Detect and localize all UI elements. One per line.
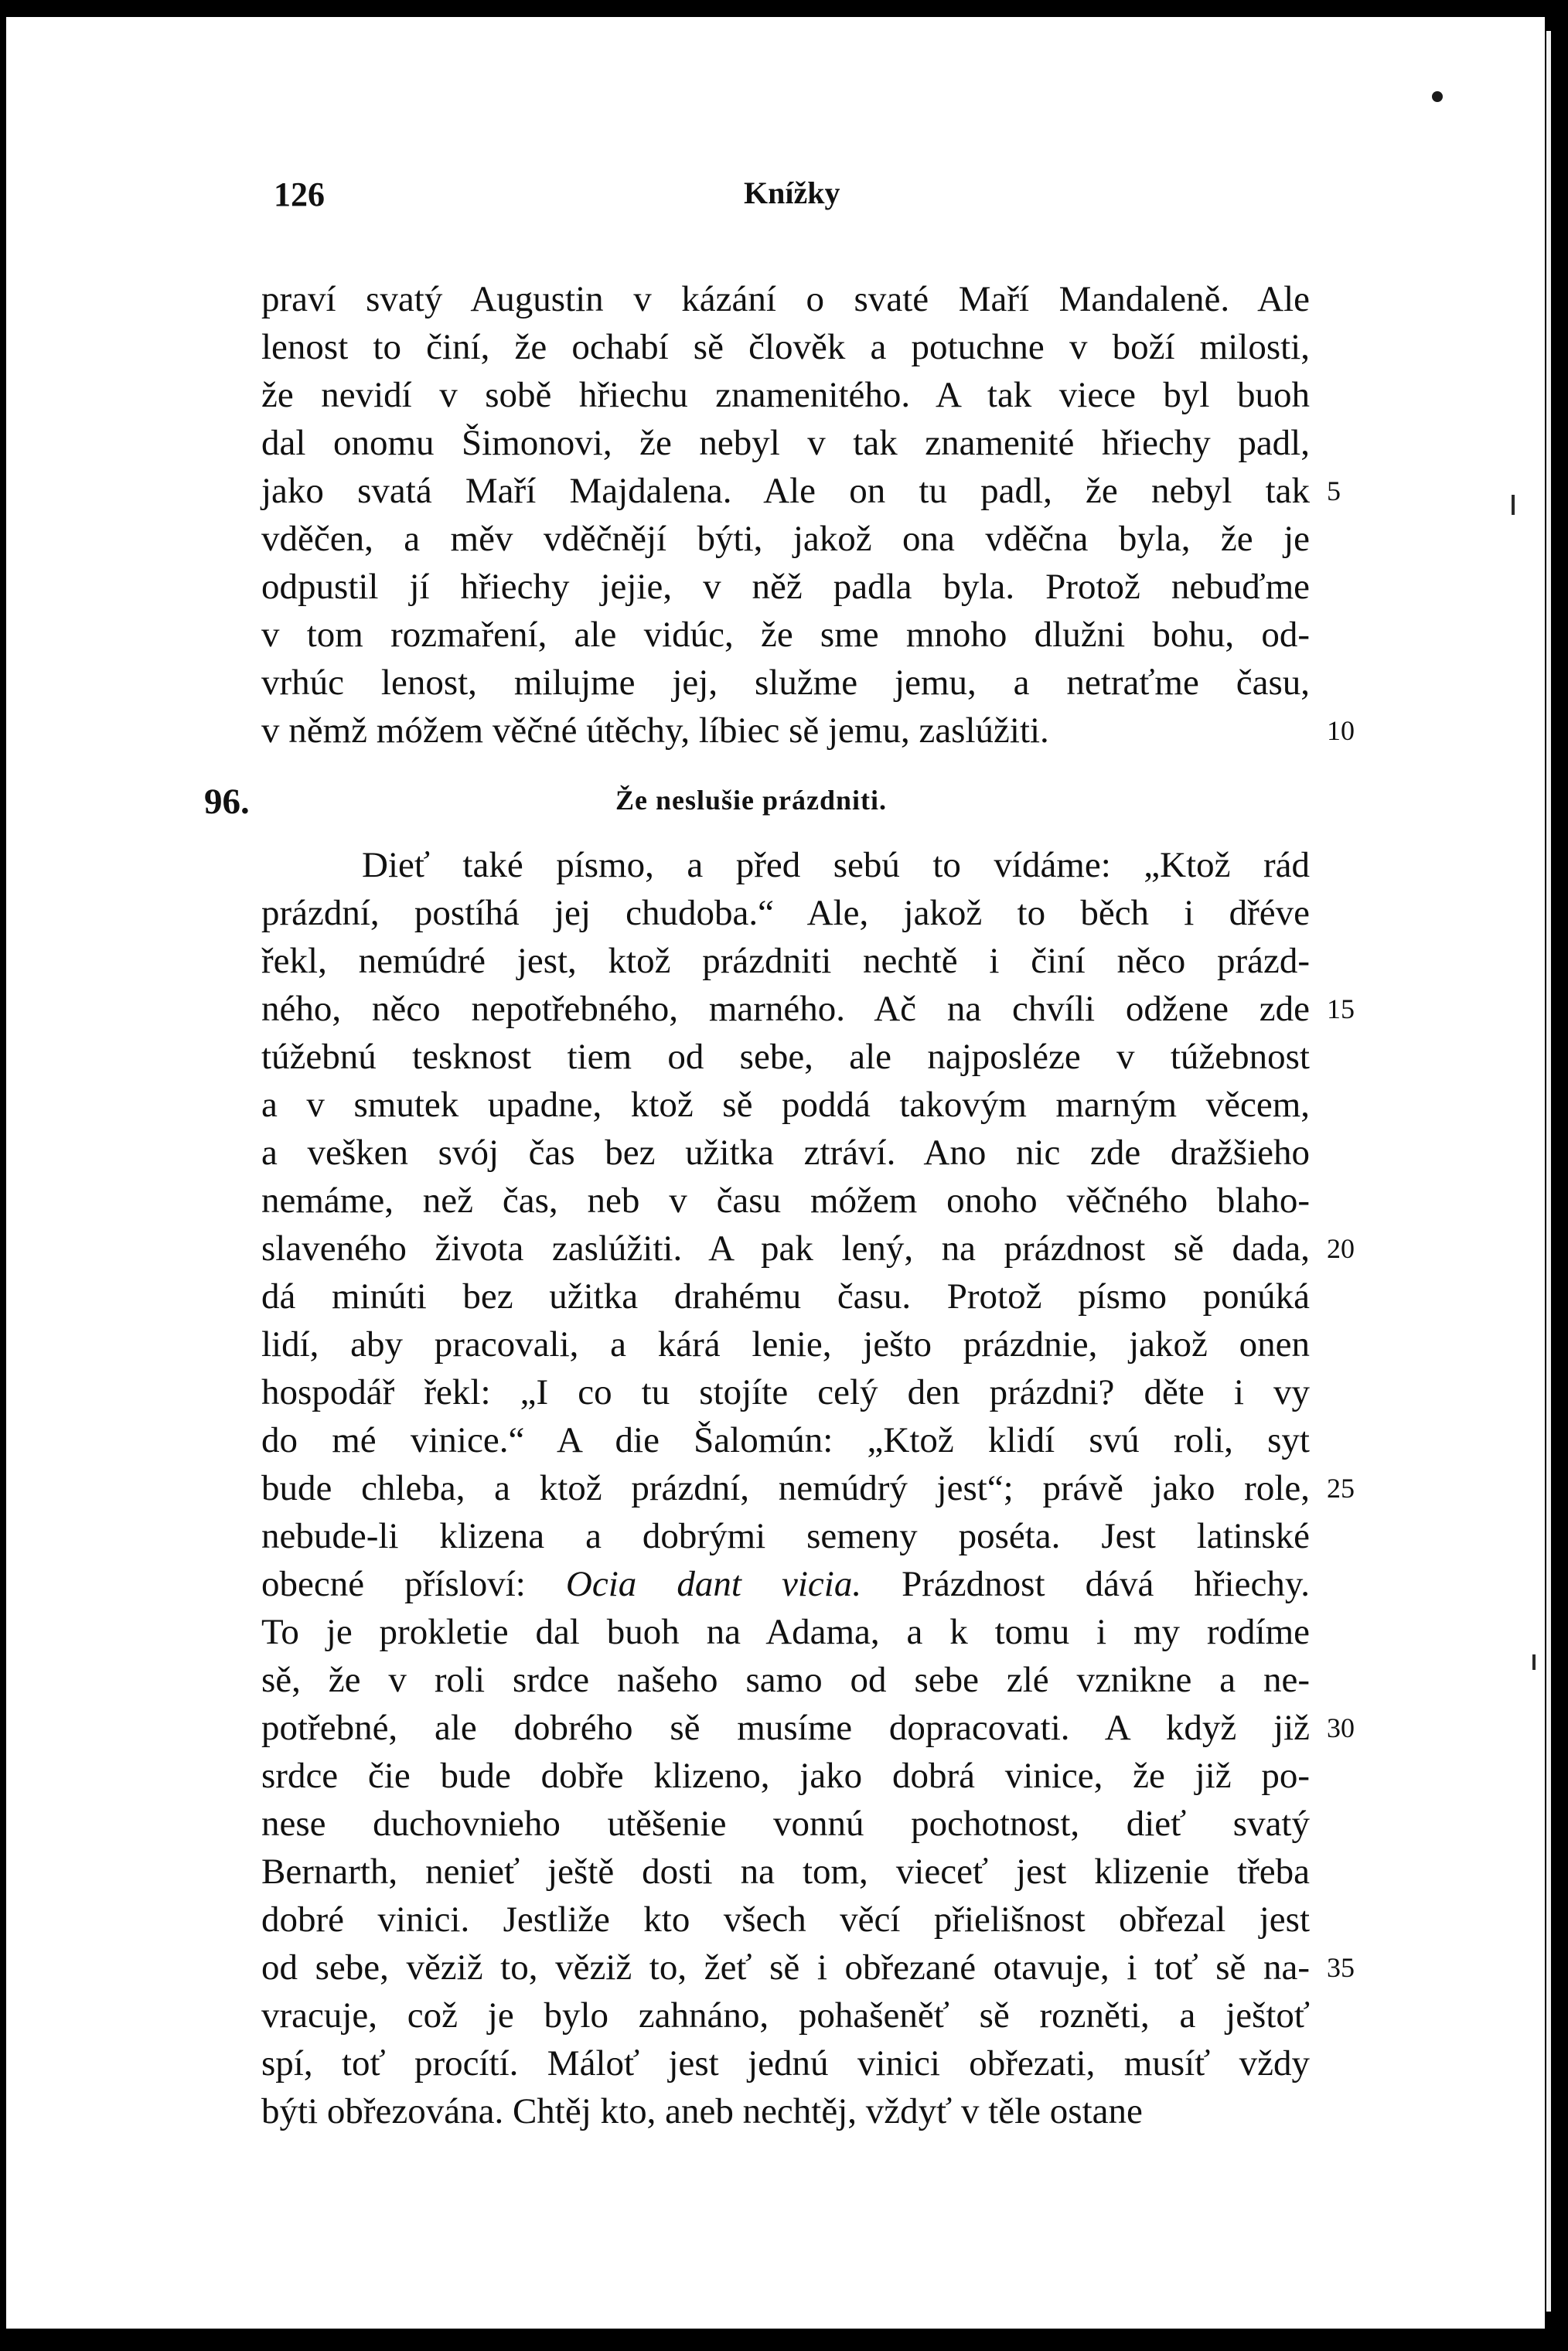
text-line: Dieť také písmo, a před sebú to vídáme: „Ktož rád [362, 845, 1310, 885]
line-number: 5 [1327, 475, 1341, 506]
section-title: Že neslušie prázdniti. [615, 785, 888, 816]
text-line: od sebe, věziž to, věziž to, žeť sě i obřezané otavuje, i toť sě na- [261, 1947, 1310, 1988]
text-line: a vešken svój čas bez užitka ztráví. Ano nic zde dražšieho [261, 1133, 1310, 1173]
text-line: Bernarth, nenieť ještě dosti na tom, vieceť jest klizenie třeba [261, 1852, 1310, 1892]
scan-dot [1432, 91, 1443, 102]
text-line: dal onomu Šimonovi, že nebyl v tak znamenité hřiechy padl, [261, 423, 1310, 463]
text-line: nemáme, než čas, neb v času móžem onoho věčného blaho- [261, 1181, 1310, 1221]
line-number: 10 [1327, 715, 1355, 746]
text-line: prázdní, postíhá jej chudoba.“ Ale, jakož to běch i dřéve [261, 893, 1310, 933]
line-number: 20 [1327, 1233, 1355, 1264]
text-line: do mé vinice.“ A die Šalomún: „Ktož klidí svú roli, syt [261, 1420, 1310, 1460]
text-line: nebude-li klizena a dobrými semeny poséta. Jest latinské [261, 1516, 1310, 1556]
text-line: vrhúc lenost, milujme jej, služme jemu, a netraťme času, [261, 663, 1310, 703]
text-line: vracuje, což je bylo zahnáno, pohašeněť sě rozněti, a ještoť [261, 1995, 1310, 2036]
text-line: túžebnú tesknost tiem od sebe, ale najposléze v túžebnost [261, 1037, 1310, 1077]
text-line: lenost to činí, že ochabí sě člověk a potuchne v boží milosti, [261, 327, 1310, 367]
text-line: že nevidí v sobě hřiechu znamenitého. A tak viece byl buoh [261, 375, 1310, 415]
text-line: býti obřezována. Chtěj kto, aneb nechtěj, vždyť v těle ostane [261, 2091, 1143, 2131]
line-number: 35 [1327, 1952, 1355, 1983]
text-line: sě, že v roli srdce našeho samo od sebe zlé vznikne a ne- [261, 1660, 1310, 1700]
text-segment: obecné přísloví: [261, 1564, 526, 1604]
text-line: vděčen, a měv vděčnějí býti, jakož ona vděčna byla, že je [261, 519, 1310, 559]
text-segment: Prázdnost dává hřiechy. [902, 1564, 1311, 1604]
text-line: srdce čie bude dobře klizeno, jako dobrá vinice, že již po- [261, 1756, 1310, 1796]
text-line: bude chleba, a ktož prázdní, nemúdrý jest“; právě jako role, [261, 1468, 1310, 1508]
latin-quote: Ocia dant vicia. [565, 1564, 862, 1604]
section-number: 96. [204, 782, 250, 822]
text-line: potřebné, ale dobrého sě musíme dopracovati. A když již [261, 1708, 1310, 1748]
text-line: praví svatý Augustin v kázání o svaté Maří Mandaleně. Ale [261, 279, 1310, 319]
text-line: odpustil jí hřiechy jejie, v něž padla byla. Protož nebuďme [261, 567, 1310, 607]
text-line: lidí, aby pracovali, a kárá lenie, ješto prázdnie, jakož onen [261, 1324, 1310, 1365]
text-line: To je prokletie dal buoh na Adama, a k tomu i my rodíme [261, 1612, 1310, 1652]
text-line: jako svatá Maří Majdalena. Ale on tu padl, že nebyl tak [261, 471, 1310, 511]
text-line: v tom rozmaření, ale vidúc, že sme mnoho dlužni bohu, od- [261, 615, 1310, 655]
text-line: dobré vinici. Jestliže kto všech věcí přielišnost obřezal jest [261, 1900, 1310, 1940]
text-line: v němž móžem věčné útěchy, líbiec sě jemu, zaslúžiti. [261, 710, 1049, 751]
page-edge [1546, 31, 1551, 2312]
scan-tick [1532, 1654, 1536, 1670]
text-line: spí, toť procítí. Máloť jest jednú vinici obřezati, musíť vždy [261, 2043, 1310, 2084]
line-number: 25 [1327, 1473, 1355, 1504]
text-line: dá minúti bez užitka drahému času. Protož písmo ponúká [261, 1276, 1310, 1317]
text-line: nese duchovnieho utěšenie vonnú pochotnost, dieť svatý [261, 1804, 1310, 1844]
text-line: a v smutek upadne, ktož sě poddá takovým marným věcem, [261, 1085, 1310, 1125]
line-number: 30 [1327, 1712, 1355, 1743]
running-title: Knížky [744, 175, 840, 210]
paragraph-2 [261, 841, 1310, 2135]
text-line: hospodář řekl: „I co tu stojíte celý den prázdni? děte i vy [261, 1372, 1310, 1412]
page-number: 126 [274, 175, 325, 213]
text-line: ného, něco nepotřebného, marného. Ač na chvíli odžene zde [261, 989, 1310, 1029]
text-line-with-quote [261, 1560, 1310, 1608]
paragraph-1 [261, 275, 1310, 755]
text-line: řekl, nemúdré jest, ktož prázdniti nechtě i činí něco prázd- [261, 941, 1310, 981]
scan-tick [1512, 495, 1515, 515]
line-number: 15 [1327, 993, 1355, 1024]
text-line: slaveného života zaslúžiti. A pak lený, na prázdnost sě dada, [261, 1228, 1310, 1269]
